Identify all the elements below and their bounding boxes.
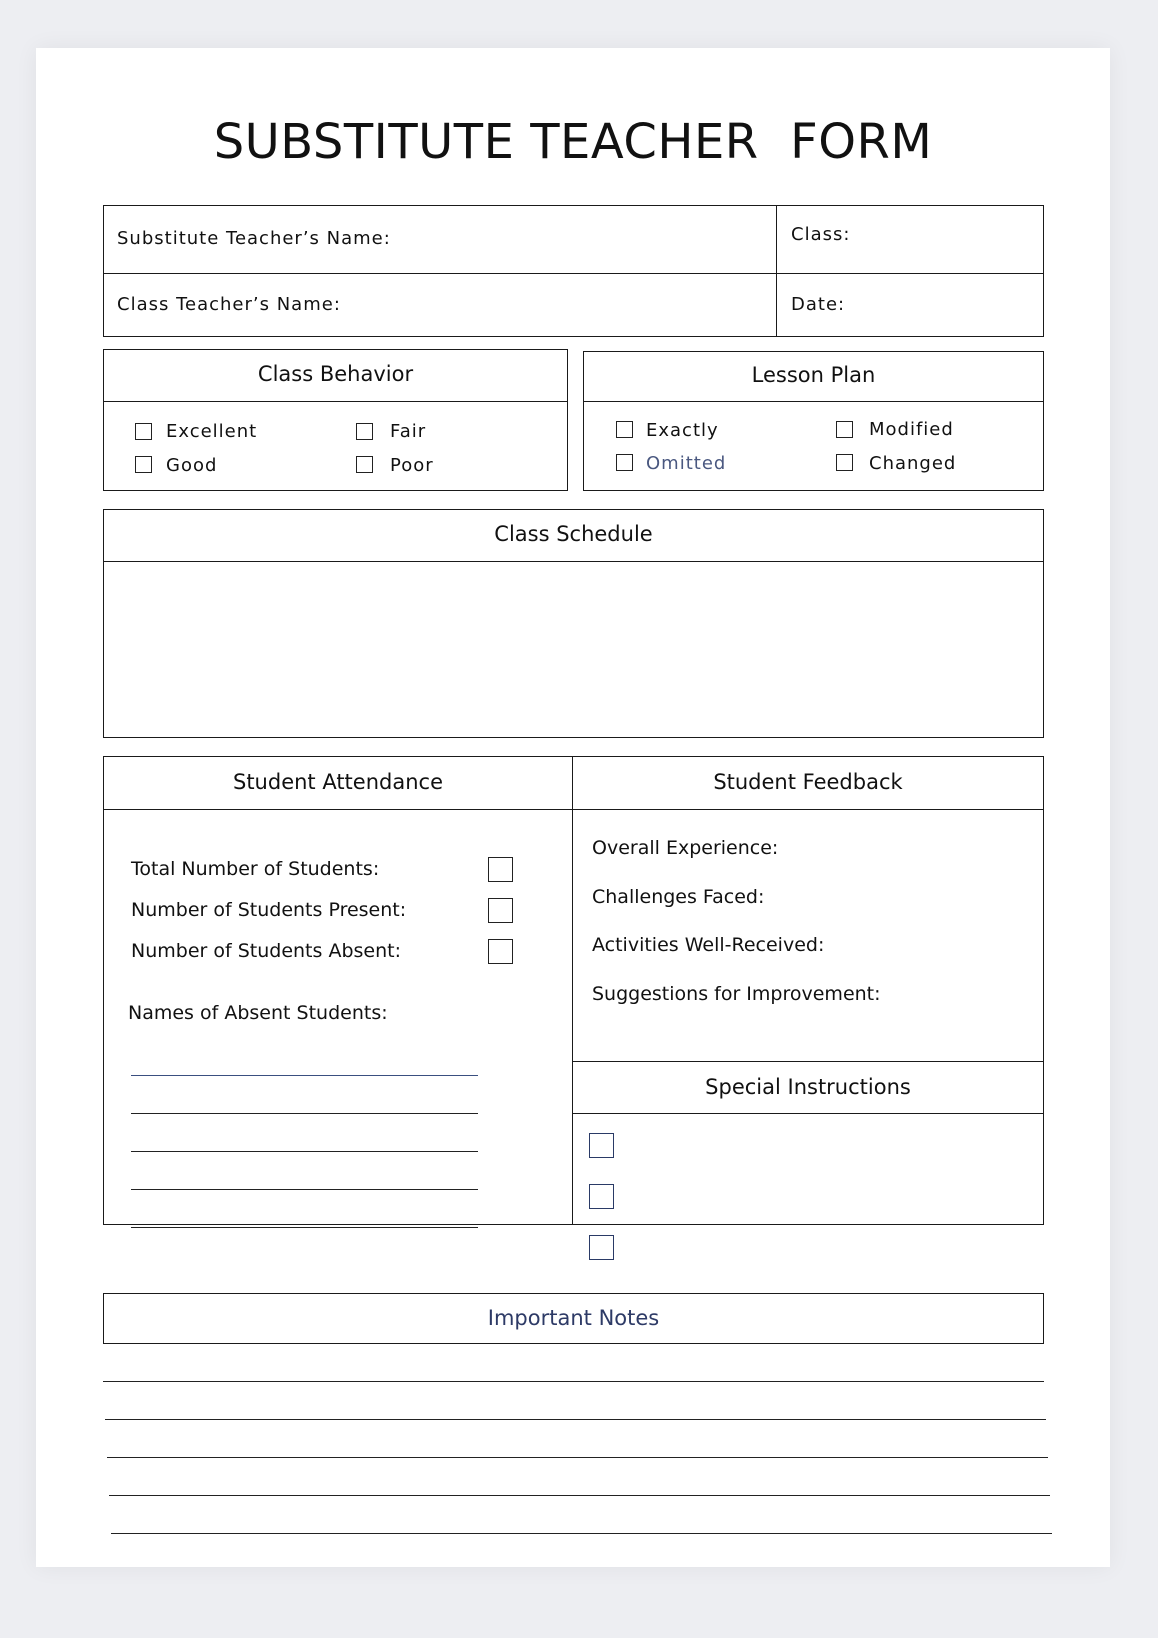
notes-line[interactable] [111,1533,1052,1534]
special-instructions-header: Special Instructions [705,1075,911,1099]
overall-experience-field[interactable]: Overall Experience: [592,837,779,859]
lesson-exactly-label: Exactly [646,420,719,441]
total-students-label: Total Number of Students: [131,858,380,880]
absent-name-line[interactable] [131,1075,478,1076]
behavior-excellent-label: Excellent [166,421,258,442]
challenges-faced-field[interactable]: Challenges Faced: [592,886,765,908]
class-schedule-divider [103,561,1044,562]
class-field[interactable]: Class: [791,224,851,245]
lesson-modified-checkbox[interactable] [836,421,853,438]
student-feedback-header: Student Feedback [713,770,903,794]
students-absent-label: Number of Students Absent: [131,940,401,962]
behavior-good-checkbox[interactable] [135,456,152,473]
student-attendance-box [103,756,573,1225]
students-present-box[interactable] [488,898,513,923]
lesson-modified-label: Modified [869,419,954,440]
lesson-omitted-label: Omitted [646,453,727,474]
info-table-row-divider [103,273,1044,274]
behavior-fair-checkbox[interactable] [356,423,373,440]
important-notes-header: Important Notes [487,1306,660,1330]
absent-names-label: Names of Absent Students: [128,1002,388,1024]
special-instruction-checkbox[interactable] [589,1133,614,1158]
suggestions-improvement-field[interactable]: Suggestions for Improvement: [592,983,881,1005]
form-title: SUBSTITUTE TEACHER FORM [213,114,933,170]
special-instruction-checkbox[interactable] [589,1235,614,1260]
absent-name-line[interactable] [131,1189,478,1190]
special-instructions-divider [572,1113,1044,1114]
absent-name-line[interactable] [131,1151,478,1152]
class-behavior-header: Class Behavior [257,362,414,386]
lesson-exactly-checkbox[interactable] [616,421,633,438]
class-teacher-name-field[interactable]: Class Teacher’s Name: [117,294,341,315]
behavior-excellent-checkbox[interactable] [135,423,152,440]
special-instruction-checkbox[interactable] [589,1184,614,1209]
notes-line[interactable] [107,1457,1048,1458]
class-behavior-divider [103,401,568,402]
activities-well-received-field[interactable]: Activities Well-Received: [592,934,825,956]
notes-line[interactable] [103,1381,1044,1382]
students-present-label: Number of Students Present: [131,899,407,921]
lesson-changed-label: Changed [869,453,957,474]
student-attendance-divider [103,809,573,810]
class-schedule-header: Class Schedule [494,522,653,546]
substitute-name-field[interactable]: Substitute Teacher’s Name: [117,228,391,249]
lesson-changed-checkbox[interactable] [836,454,853,471]
behavior-poor-checkbox[interactable] [356,456,373,473]
date-field[interactable]: Date: [791,294,846,315]
lesson-plan-divider [583,401,1044,402]
behavior-fair-label: Fair [390,421,427,442]
form-page [36,48,1110,1567]
special-instructions-top-divider [572,1061,1044,1062]
absent-name-line[interactable] [131,1113,478,1114]
absent-name-line[interactable] [131,1227,478,1228]
lesson-plan-header: Lesson Plan [751,363,876,387]
lesson-omitted-checkbox[interactable] [616,454,633,471]
behavior-poor-label: Poor [390,455,434,476]
student-attendance-header: Student Attendance [232,770,443,794]
info-table [103,205,1044,337]
behavior-good-label: Good [166,455,218,476]
notes-line[interactable] [105,1419,1046,1420]
student-feedback-divider [572,809,1044,810]
total-students-box[interactable] [488,857,513,882]
notes-line[interactable] [109,1495,1050,1496]
students-absent-box[interactable] [488,939,513,964]
info-table-divider [776,205,777,337]
